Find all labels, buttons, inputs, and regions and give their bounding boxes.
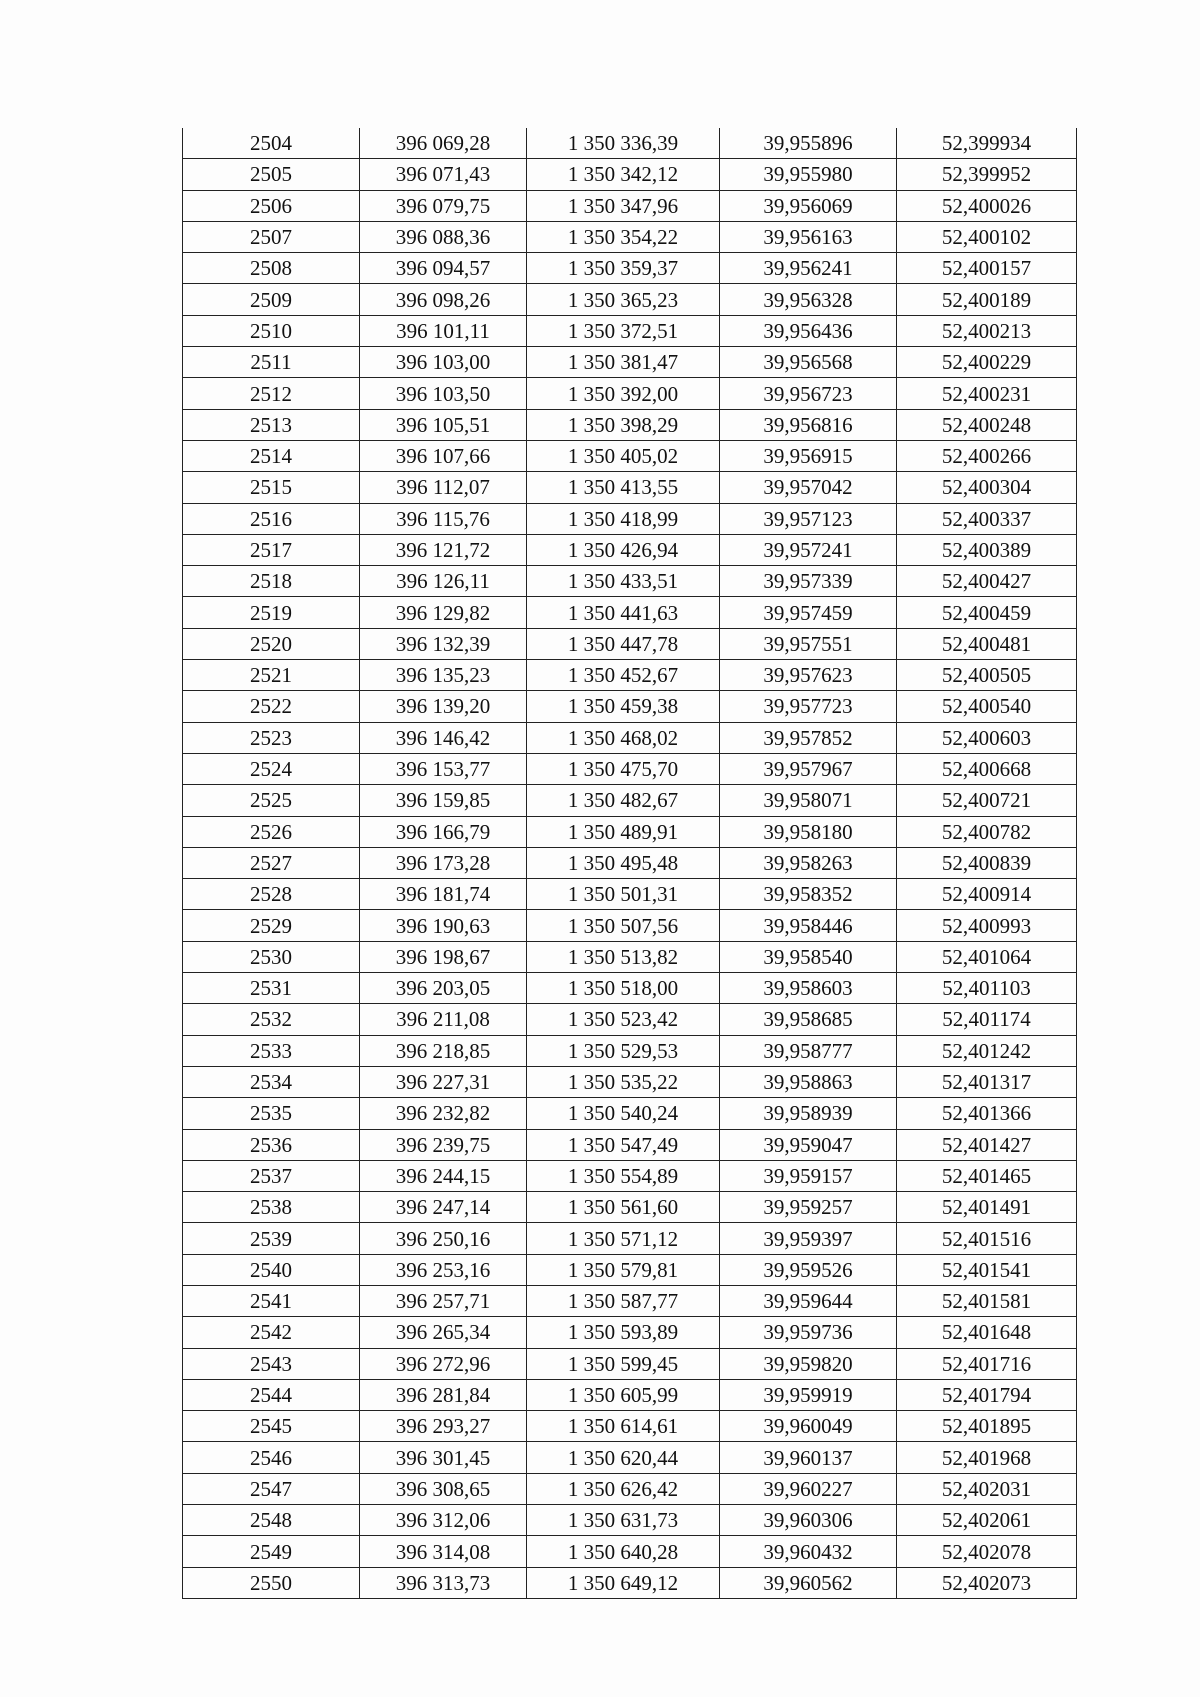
point-number-cell: 2534 — [183, 1066, 360, 1097]
x-coordinate-cell: 396 198,67 — [360, 941, 527, 972]
latitude-cell: 52,402073 — [897, 1567, 1077, 1598]
longitude-cell: 39,956723 — [720, 378, 897, 409]
latitude-cell: 52,401103 — [897, 973, 1077, 1004]
x-coordinate-cell: 396 227,31 — [360, 1066, 527, 1097]
point-number-cell: 2508 — [183, 253, 360, 284]
point-number-cell: 2507 — [183, 221, 360, 252]
latitude-cell: 52,401648 — [897, 1317, 1077, 1348]
point-number-cell: 2530 — [183, 941, 360, 972]
point-number-cell: 2526 — [183, 816, 360, 847]
x-coordinate-cell: 396 105,51 — [360, 409, 527, 440]
x-coordinate-cell: 396 153,77 — [360, 753, 527, 784]
x-coordinate-cell: 396 139,20 — [360, 691, 527, 722]
table-row — [183, 910, 1077, 941]
longitude-cell: 39,956568 — [720, 347, 897, 378]
longitude-cell: 39,958180 — [720, 816, 897, 847]
point-number-cell: 2535 — [183, 1098, 360, 1129]
x-coordinate-cell: 396 239,75 — [360, 1129, 527, 1160]
latitude-cell: 52,401366 — [897, 1098, 1077, 1129]
longitude-cell: 39,959526 — [720, 1254, 897, 1285]
x-coordinate-cell: 396 107,66 — [360, 440, 527, 471]
table-row — [183, 1536, 1077, 1567]
table-row — [183, 503, 1077, 534]
table-row — [183, 1348, 1077, 1379]
table-row — [183, 409, 1077, 440]
table-row — [183, 1160, 1077, 1191]
point-number-cell: 2509 — [183, 284, 360, 315]
latitude-cell: 52,401794 — [897, 1379, 1077, 1410]
longitude-cell: 39,959047 — [720, 1129, 897, 1160]
latitude-cell: 52,401716 — [897, 1348, 1077, 1379]
y-coordinate-cell: 1 350 426,94 — [527, 534, 720, 565]
longitude-cell: 39,956816 — [720, 409, 897, 440]
point-number-cell: 2543 — [183, 1348, 360, 1379]
y-coordinate-cell: 1 350 593,89 — [527, 1317, 720, 1348]
y-coordinate-cell: 1 350 405,02 — [527, 440, 720, 471]
table-row — [183, 691, 1077, 722]
table-row — [183, 1192, 1077, 1223]
y-coordinate-cell: 1 350 554,89 — [527, 1160, 720, 1191]
x-coordinate-cell: 396 190,63 — [360, 910, 527, 941]
point-number-cell: 2539 — [183, 1223, 360, 1254]
x-coordinate-cell: 396 129,82 — [360, 597, 527, 628]
y-coordinate-cell: 1 350 605,99 — [527, 1379, 720, 1410]
table-row — [183, 347, 1077, 378]
x-coordinate-cell: 396 115,76 — [360, 503, 527, 534]
longitude-cell: 39,958863 — [720, 1066, 897, 1097]
latitude-cell: 52,400914 — [897, 879, 1077, 910]
longitude-cell: 39,957967 — [720, 753, 897, 784]
latitude-cell: 52,400427 — [897, 566, 1077, 597]
point-number-cell: 2536 — [183, 1129, 360, 1160]
table-row — [183, 1442, 1077, 1473]
point-number-cell: 2529 — [183, 910, 360, 941]
table-row — [183, 941, 1077, 972]
longitude-cell: 39,960137 — [720, 1442, 897, 1473]
table-row — [183, 753, 1077, 784]
x-coordinate-cell: 396 281,84 — [360, 1379, 527, 1410]
longitude-cell: 39,957852 — [720, 722, 897, 753]
table-row — [183, 597, 1077, 628]
y-coordinate-cell: 1 350 649,12 — [527, 1567, 720, 1598]
table-row — [183, 816, 1077, 847]
latitude-cell: 52,401317 — [897, 1066, 1077, 1097]
x-coordinate-cell: 396 121,72 — [360, 534, 527, 565]
point-number-cell: 2513 — [183, 409, 360, 440]
x-coordinate-cell: 396 126,11 — [360, 566, 527, 597]
table-row — [183, 1285, 1077, 1316]
latitude-cell: 52,401465 — [897, 1160, 1077, 1191]
longitude-cell: 39,960227 — [720, 1473, 897, 1504]
latitude-cell: 52,400102 — [897, 221, 1077, 252]
table-row — [183, 440, 1077, 471]
point-number-cell: 2519 — [183, 597, 360, 628]
y-coordinate-cell: 1 350 365,23 — [527, 284, 720, 315]
longitude-cell: 39,958446 — [720, 910, 897, 941]
x-coordinate-cell: 396 247,14 — [360, 1192, 527, 1223]
x-coordinate-cell: 396 103,00 — [360, 347, 527, 378]
longitude-cell: 39,960049 — [720, 1411, 897, 1442]
x-coordinate-cell: 396 218,85 — [360, 1035, 527, 1066]
point-number-cell: 2510 — [183, 315, 360, 346]
point-number-cell: 2505 — [183, 159, 360, 190]
y-coordinate-cell: 1 350 571,12 — [527, 1223, 720, 1254]
longitude-cell: 39,958352 — [720, 879, 897, 910]
latitude-cell: 52,400993 — [897, 910, 1077, 941]
latitude-cell: 52,400026 — [897, 190, 1077, 221]
latitude-cell: 52,401541 — [897, 1254, 1077, 1285]
longitude-cell: 39,959820 — [720, 1348, 897, 1379]
y-coordinate-cell: 1 350 482,67 — [527, 785, 720, 816]
point-number-cell: 2522 — [183, 691, 360, 722]
y-coordinate-cell: 1 350 347,96 — [527, 190, 720, 221]
y-coordinate-cell: 1 350 433,51 — [527, 566, 720, 597]
table-row — [183, 1379, 1077, 1410]
table-row — [183, 566, 1077, 597]
latitude-cell: 52,401895 — [897, 1411, 1077, 1442]
x-coordinate-cell: 396 173,28 — [360, 847, 527, 878]
table-row — [183, 879, 1077, 910]
x-coordinate-cell: 396 308,65 — [360, 1473, 527, 1504]
point-number-cell: 2538 — [183, 1192, 360, 1223]
table-row — [183, 315, 1077, 346]
x-coordinate-cell: 396 301,45 — [360, 1442, 527, 1473]
y-coordinate-cell: 1 350 547,49 — [527, 1129, 720, 1160]
x-coordinate-cell: 396 098,26 — [360, 284, 527, 315]
point-number-cell: 2527 — [183, 847, 360, 878]
latitude-cell: 52,401242 — [897, 1035, 1077, 1066]
point-number-cell: 2549 — [183, 1536, 360, 1567]
latitude-cell: 52,400231 — [897, 378, 1077, 409]
y-coordinate-cell: 1 350 372,51 — [527, 315, 720, 346]
point-number-cell: 2546 — [183, 1442, 360, 1473]
y-coordinate-cell: 1 350 587,77 — [527, 1285, 720, 1316]
table-row — [183, 1254, 1077, 1285]
latitude-cell: 52,400481 — [897, 628, 1077, 659]
x-coordinate-cell: 396 132,39 — [360, 628, 527, 659]
y-coordinate-cell: 1 350 475,70 — [527, 753, 720, 784]
point-number-cell: 2506 — [183, 190, 360, 221]
table-row — [183, 1473, 1077, 1504]
table-row — [183, 660, 1077, 691]
table-row — [183, 1098, 1077, 1129]
y-coordinate-cell: 1 350 640,28 — [527, 1536, 720, 1567]
y-coordinate-cell: 1 350 540,24 — [527, 1098, 720, 1129]
point-number-cell: 2515 — [183, 472, 360, 503]
longitude-cell: 39,958263 — [720, 847, 897, 878]
y-coordinate-cell: 1 350 599,45 — [527, 1348, 720, 1379]
point-number-cell: 2504 — [183, 128, 360, 159]
latitude-cell: 52,401064 — [897, 941, 1077, 972]
table-row — [183, 1223, 1077, 1254]
table-row — [183, 253, 1077, 284]
y-coordinate-cell: 1 350 489,91 — [527, 816, 720, 847]
table-row — [183, 221, 1077, 252]
longitude-cell: 39,958939 — [720, 1098, 897, 1129]
point-number-cell: 2531 — [183, 973, 360, 1004]
x-coordinate-cell: 396 079,75 — [360, 190, 527, 221]
x-coordinate-cell: 396 244,15 — [360, 1160, 527, 1191]
table-row — [183, 1066, 1077, 1097]
latitude-cell: 52,399952 — [897, 159, 1077, 190]
latitude-cell: 52,400304 — [897, 472, 1077, 503]
latitude-cell: 52,402078 — [897, 1536, 1077, 1567]
x-coordinate-cell: 396 253,16 — [360, 1254, 527, 1285]
x-coordinate-cell: 396 112,07 — [360, 472, 527, 503]
point-number-cell: 2521 — [183, 660, 360, 691]
point-number-cell: 2540 — [183, 1254, 360, 1285]
y-coordinate-cell: 1 350 447,78 — [527, 628, 720, 659]
x-coordinate-cell: 396 166,79 — [360, 816, 527, 847]
x-coordinate-cell: 396 146,42 — [360, 722, 527, 753]
longitude-cell: 39,956915 — [720, 440, 897, 471]
table-row — [183, 1317, 1077, 1348]
latitude-cell: 52,400266 — [897, 440, 1077, 471]
point-number-cell: 2518 — [183, 566, 360, 597]
latitude-cell: 52,400213 — [897, 315, 1077, 346]
point-number-cell: 2528 — [183, 879, 360, 910]
x-coordinate-cell: 396 101,11 — [360, 315, 527, 346]
coordinates-table-body — [183, 128, 1077, 1598]
table-row — [183, 472, 1077, 503]
longitude-cell: 39,958071 — [720, 785, 897, 816]
x-coordinate-cell: 396 232,82 — [360, 1098, 527, 1129]
y-coordinate-cell: 1 350 614,61 — [527, 1411, 720, 1442]
point-number-cell: 2544 — [183, 1379, 360, 1410]
y-coordinate-cell: 1 350 529,53 — [527, 1035, 720, 1066]
latitude-cell: 52,400248 — [897, 409, 1077, 440]
longitude-cell: 39,957723 — [720, 691, 897, 722]
y-coordinate-cell: 1 350 535,22 — [527, 1066, 720, 1097]
x-coordinate-cell: 396 272,96 — [360, 1348, 527, 1379]
x-coordinate-cell: 396 250,16 — [360, 1223, 527, 1254]
table-row — [183, 1411, 1077, 1442]
table-row — [183, 722, 1077, 753]
y-coordinate-cell: 1 350 441,63 — [527, 597, 720, 628]
point-number-cell: 2547 — [183, 1473, 360, 1504]
latitude-cell: 52,401491 — [897, 1192, 1077, 1223]
y-coordinate-cell: 1 350 392,00 — [527, 378, 720, 409]
longitude-cell: 39,959736 — [720, 1317, 897, 1348]
y-coordinate-cell: 1 350 336,39 — [527, 128, 720, 159]
latitude-cell: 52,401581 — [897, 1285, 1077, 1316]
y-coordinate-cell: 1 350 468,02 — [527, 722, 720, 753]
latitude-cell: 52,401516 — [897, 1223, 1077, 1254]
x-coordinate-cell: 396 135,23 — [360, 660, 527, 691]
point-number-cell: 2525 — [183, 785, 360, 816]
longitude-cell: 39,957042 — [720, 472, 897, 503]
table-row — [183, 847, 1077, 878]
table-row — [183, 1035, 1077, 1066]
longitude-cell: 39,958603 — [720, 973, 897, 1004]
point-number-cell: 2537 — [183, 1160, 360, 1191]
longitude-cell: 39,959397 — [720, 1223, 897, 1254]
latitude-cell: 52,402031 — [897, 1473, 1077, 1504]
latitude-cell: 52,400337 — [897, 503, 1077, 534]
y-coordinate-cell: 1 350 620,44 — [527, 1442, 720, 1473]
x-coordinate-cell: 396 293,27 — [360, 1411, 527, 1442]
latitude-cell: 52,402061 — [897, 1505, 1077, 1536]
point-number-cell: 2532 — [183, 1004, 360, 1035]
latitude-cell: 52,400782 — [897, 816, 1077, 847]
coordinates-table — [182, 128, 1077, 1599]
point-number-cell: 2542 — [183, 1317, 360, 1348]
longitude-cell: 39,958540 — [720, 941, 897, 972]
point-number-cell: 2512 — [183, 378, 360, 409]
y-coordinate-cell: 1 350 381,47 — [527, 347, 720, 378]
longitude-cell: 39,957123 — [720, 503, 897, 534]
latitude-cell: 52,400157 — [897, 253, 1077, 284]
longitude-cell: 39,957623 — [720, 660, 897, 691]
y-coordinate-cell: 1 350 413,55 — [527, 472, 720, 503]
table-row — [183, 190, 1077, 221]
x-coordinate-cell: 396 103,50 — [360, 378, 527, 409]
longitude-cell: 39,959644 — [720, 1285, 897, 1316]
longitude-cell: 39,960432 — [720, 1536, 897, 1567]
x-coordinate-cell: 396 203,05 — [360, 973, 527, 1004]
point-number-cell: 2523 — [183, 722, 360, 753]
longitude-cell: 39,956163 — [720, 221, 897, 252]
x-coordinate-cell: 396 257,71 — [360, 1285, 527, 1316]
longitude-cell: 39,958685 — [720, 1004, 897, 1035]
longitude-cell: 39,955896 — [720, 128, 897, 159]
latitude-cell: 52,400459 — [897, 597, 1077, 628]
latitude-cell: 52,400603 — [897, 722, 1077, 753]
longitude-cell: 39,959157 — [720, 1160, 897, 1191]
x-coordinate-cell: 396 159,85 — [360, 785, 527, 816]
longitude-cell: 39,957459 — [720, 597, 897, 628]
latitude-cell: 52,400505 — [897, 660, 1077, 691]
y-coordinate-cell: 1 350 354,22 — [527, 221, 720, 252]
latitude-cell: 52,399934 — [897, 128, 1077, 159]
longitude-cell: 39,957551 — [720, 628, 897, 659]
x-coordinate-cell: 396 211,08 — [360, 1004, 527, 1035]
point-number-cell: 2524 — [183, 753, 360, 784]
latitude-cell: 52,400721 — [897, 785, 1077, 816]
longitude-cell: 39,957241 — [720, 534, 897, 565]
longitude-cell: 39,956241 — [720, 253, 897, 284]
longitude-cell: 39,959257 — [720, 1192, 897, 1223]
y-coordinate-cell: 1 350 452,67 — [527, 660, 720, 691]
point-number-cell: 2541 — [183, 1285, 360, 1316]
x-coordinate-cell: 396 094,57 — [360, 253, 527, 284]
y-coordinate-cell: 1 350 631,73 — [527, 1505, 720, 1536]
table-row — [183, 1129, 1077, 1160]
y-coordinate-cell: 1 350 579,81 — [527, 1254, 720, 1285]
table-row — [183, 534, 1077, 565]
x-coordinate-cell: 396 314,08 — [360, 1536, 527, 1567]
latitude-cell: 52,400389 — [897, 534, 1077, 565]
x-coordinate-cell: 396 071,43 — [360, 159, 527, 190]
x-coordinate-cell: 396 181,74 — [360, 879, 527, 910]
latitude-cell: 52,400839 — [897, 847, 1077, 878]
longitude-cell: 39,956436 — [720, 315, 897, 346]
latitude-cell: 52,400189 — [897, 284, 1077, 315]
point-number-cell: 2545 — [183, 1411, 360, 1442]
x-coordinate-cell: 396 088,36 — [360, 221, 527, 252]
x-coordinate-cell: 396 312,06 — [360, 1505, 527, 1536]
latitude-cell: 52,400668 — [897, 753, 1077, 784]
point-number-cell: 2548 — [183, 1505, 360, 1536]
latitude-cell: 52,400229 — [897, 347, 1077, 378]
latitude-cell: 52,401968 — [897, 1442, 1077, 1473]
y-coordinate-cell: 1 350 523,42 — [527, 1004, 720, 1035]
y-coordinate-cell: 1 350 342,12 — [527, 159, 720, 190]
latitude-cell: 52,401427 — [897, 1129, 1077, 1160]
point-number-cell: 2516 — [183, 503, 360, 534]
x-coordinate-cell: 396 313,73 — [360, 1567, 527, 1598]
y-coordinate-cell: 1 350 507,56 — [527, 910, 720, 941]
longitude-cell: 39,960306 — [720, 1505, 897, 1536]
table-row — [183, 128, 1077, 159]
y-coordinate-cell: 1 350 513,82 — [527, 941, 720, 972]
y-coordinate-cell: 1 350 459,38 — [527, 691, 720, 722]
point-number-cell: 2520 — [183, 628, 360, 659]
point-number-cell: 2514 — [183, 440, 360, 471]
y-coordinate-cell: 1 350 495,48 — [527, 847, 720, 878]
longitude-cell: 39,956069 — [720, 190, 897, 221]
y-coordinate-cell: 1 350 561,60 — [527, 1192, 720, 1223]
table-row — [183, 1004, 1077, 1035]
y-coordinate-cell: 1 350 359,37 — [527, 253, 720, 284]
table-row — [183, 1505, 1077, 1536]
table-row — [183, 785, 1077, 816]
longitude-cell: 39,957339 — [720, 566, 897, 597]
point-number-cell: 2517 — [183, 534, 360, 565]
point-number-cell: 2533 — [183, 1035, 360, 1066]
table-row — [183, 628, 1077, 659]
point-number-cell: 2550 — [183, 1567, 360, 1598]
longitude-cell: 39,956328 — [720, 284, 897, 315]
y-coordinate-cell: 1 350 518,00 — [527, 973, 720, 1004]
y-coordinate-cell: 1 350 501,31 — [527, 879, 720, 910]
y-coordinate-cell: 1 350 398,29 — [527, 409, 720, 440]
longitude-cell: 39,959919 — [720, 1379, 897, 1410]
longitude-cell: 39,955980 — [720, 159, 897, 190]
latitude-cell: 52,400540 — [897, 691, 1077, 722]
table-row — [183, 973, 1077, 1004]
x-coordinate-cell: 396 069,28 — [360, 128, 527, 159]
x-coordinate-cell: 396 265,34 — [360, 1317, 527, 1348]
longitude-cell: 39,958777 — [720, 1035, 897, 1066]
longitude-cell: 39,960562 — [720, 1567, 897, 1598]
latitude-cell: 52,401174 — [897, 1004, 1077, 1035]
table-row — [183, 378, 1077, 409]
table-row — [183, 1567, 1077, 1598]
y-coordinate-cell: 1 350 418,99 — [527, 503, 720, 534]
table-row — [183, 159, 1077, 190]
point-number-cell: 2511 — [183, 347, 360, 378]
table-row — [183, 284, 1077, 315]
y-coordinate-cell: 1 350 626,42 — [527, 1473, 720, 1504]
